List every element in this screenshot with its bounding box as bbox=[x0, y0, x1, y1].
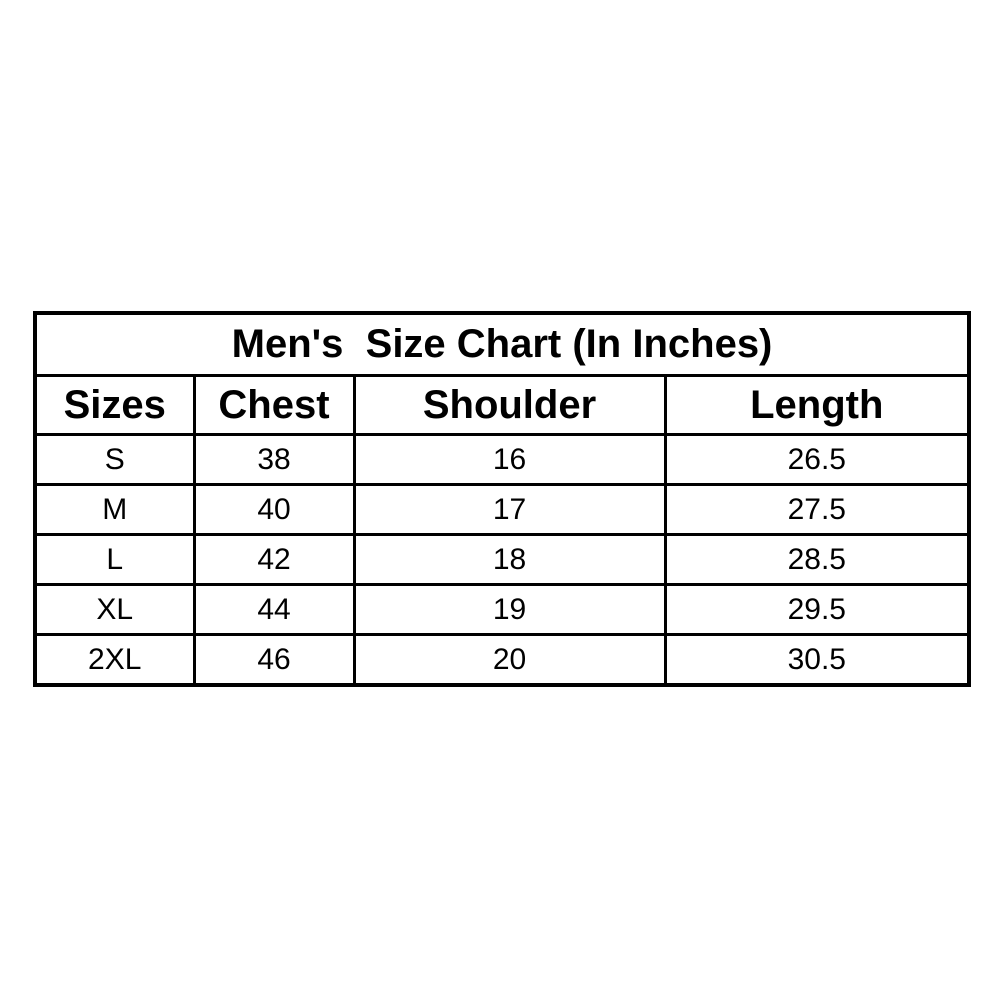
table-row-s bbox=[35, 435, 969, 485]
table-row-m bbox=[35, 485, 969, 535]
cell-chest: 44 bbox=[194, 585, 354, 635]
cell-shoulder: 19 bbox=[354, 585, 665, 635]
cell-shoulder: 18 bbox=[354, 535, 665, 585]
cell-size: M bbox=[35, 485, 194, 535]
header-length: Length bbox=[665, 376, 969, 435]
cell-size: 2XL bbox=[35, 635, 194, 686]
cell-shoulder: 20 bbox=[354, 635, 665, 686]
table-title: Men's Size Chart (In Inches) bbox=[35, 313, 969, 376]
cell-size: S bbox=[35, 435, 194, 485]
cell-length: 28.5 bbox=[665, 535, 969, 585]
table-row-l bbox=[35, 535, 969, 585]
cell-size: L bbox=[35, 535, 194, 585]
cell-length: 26.5 bbox=[665, 435, 969, 485]
cell-size: XL bbox=[35, 585, 194, 635]
cell-chest: 38 bbox=[194, 435, 354, 485]
size-chart-table bbox=[33, 311, 971, 687]
cell-chest: 40 bbox=[194, 485, 354, 535]
header-sizes: Sizes bbox=[35, 376, 194, 435]
cell-shoulder: 17 bbox=[354, 485, 665, 535]
header-chest: Chest bbox=[194, 376, 354, 435]
table-header-row bbox=[35, 376, 969, 435]
cell-length: 30.5 bbox=[665, 635, 969, 686]
cell-chest: 42 bbox=[194, 535, 354, 585]
table-row-2xl bbox=[35, 635, 969, 686]
table-row-xl bbox=[35, 585, 969, 635]
cell-length: 29.5 bbox=[665, 585, 969, 635]
cell-length: 27.5 bbox=[665, 485, 969, 535]
cell-chest: 46 bbox=[194, 635, 354, 686]
cell-shoulder: 16 bbox=[354, 435, 665, 485]
size-chart-container bbox=[33, 311, 971, 687]
table-title-row bbox=[35, 313, 969, 376]
header-shoulder: Shoulder bbox=[354, 376, 665, 435]
